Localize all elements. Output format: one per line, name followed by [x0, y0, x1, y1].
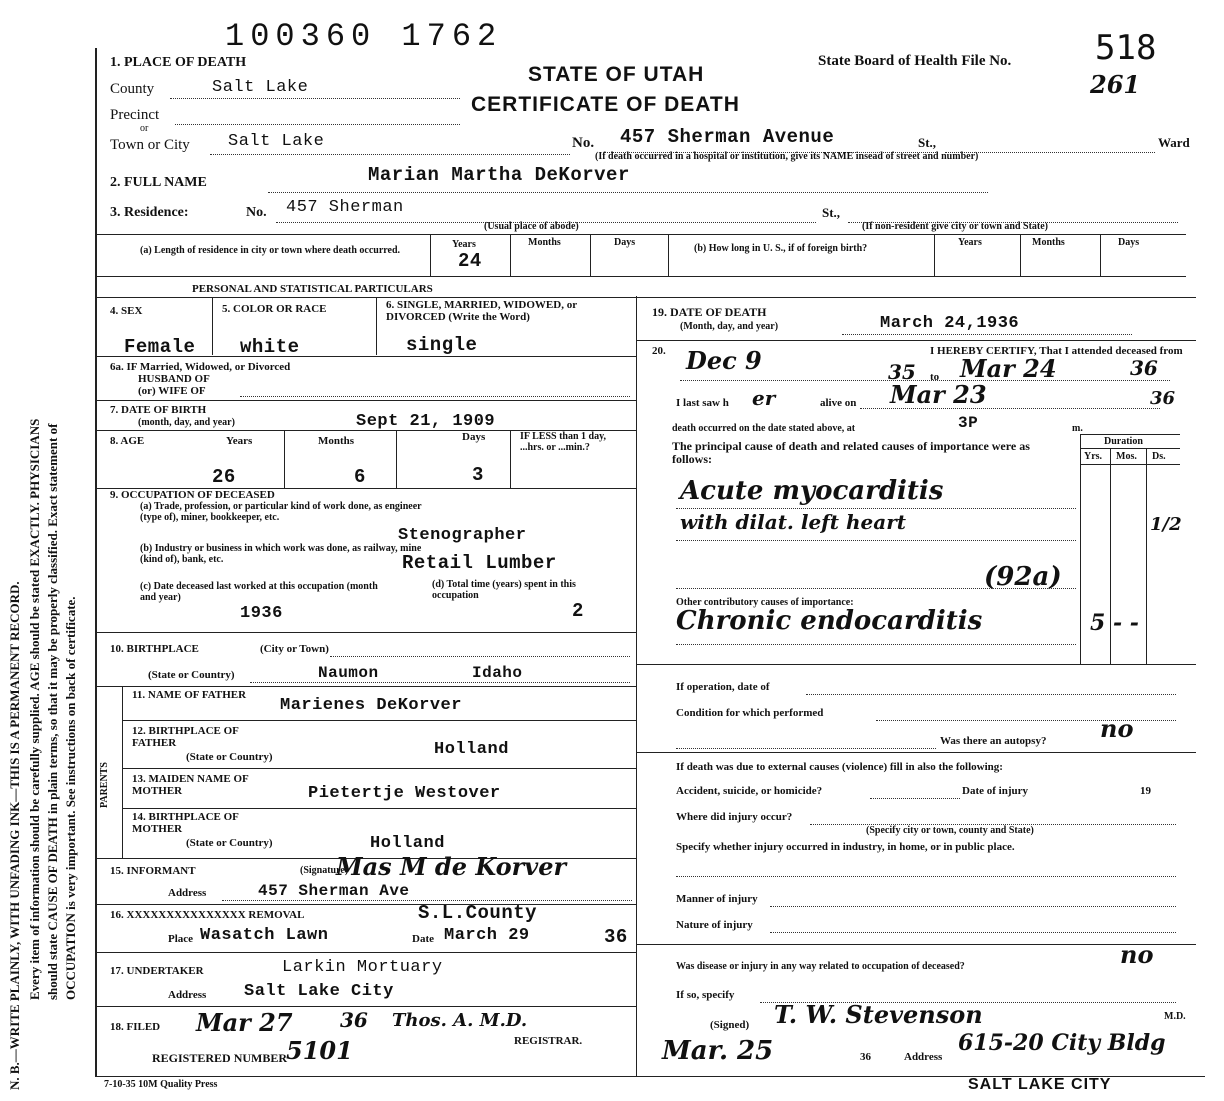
physician-address: 615-20 City Bldg: [958, 1030, 1166, 1056]
residence-label: 3. Residence:: [110, 205, 189, 220]
instruction-line-1: N. B.—WRITE PLAINLY, WITH UNFADING INK—THIS IS A PERMANENT RECORD.: [7, 581, 22, 1090]
age-months: 6: [354, 466, 366, 488]
principal-cause-label: The principal cause of death and related causes of importance were as follows:: [672, 439, 1030, 466]
street-address: 457 Sherman Avenue: [620, 126, 835, 148]
signed-year: 36: [860, 1051, 871, 1063]
last-worked-value: 1936: [240, 604, 283, 623]
duration-label: Duration: [1104, 436, 1143, 447]
burial-value: S.L.County: [418, 902, 538, 924]
condition-label: Condition for which performed: [676, 707, 824, 719]
undertaker-address-label: Address: [168, 989, 207, 1001]
town-value: Salt Lake: [228, 132, 325, 151]
filed-signature: Thos. A. M.D.: [392, 1010, 528, 1031]
occupation-label: 9. OCCUPATION OF DECEASED: [110, 489, 275, 501]
physician-address-label: Address: [904, 1051, 943, 1063]
residence-length-label: (a) Length of residence in city or town where death occurred.: [140, 245, 401, 256]
age-days: 3: [472, 464, 484, 486]
injury-date-label: Date of injury: [962, 785, 1028, 797]
signed-date: Mar. 25: [662, 1036, 774, 1066]
father-birthplace: Holland: [434, 740, 509, 759]
signature-label: (Signature): [300, 865, 349, 876]
precinct-label: Precinct: [110, 107, 160, 123]
industry-question: Specify whether injury occurred in industry, in home, or in public place.: [676, 841, 1015, 853]
mother-birthplace: Holland: [370, 834, 445, 853]
alive-year: 36: [1150, 388, 1176, 409]
injury-where-label: Where did injury occur?: [676, 811, 793, 823]
marital-value: single: [406, 334, 478, 356]
sex-label: 4. SEX: [110, 305, 143, 317]
attended-to-label: to: [930, 371, 940, 383]
injury-year-prefix: 19: [1140, 785, 1151, 797]
mother-label: 13. MAIDEN NAME OF MOTHER: [132, 773, 249, 797]
cause-line-2: with dilat. left heart: [680, 510, 906, 534]
city-stamp: SALT LAKE CITY: [968, 1076, 1112, 1093]
burial-date: March 29: [444, 926, 530, 945]
months-header: Months: [528, 237, 561, 248]
mother-birthplace-label: 14. BIRTHPLACE OF MOTHER: [132, 811, 239, 835]
less-than-day-label: IF LESS than 1 day, ...hrs. or ...min.?: [520, 431, 607, 453]
us-days-header: Days: [1118, 237, 1140, 248]
board-file-number: 518: [1095, 28, 1157, 68]
father-birthplace-label: 12. BIRTHPLACE OF FATHER: [132, 725, 239, 749]
spouse-label-a: 6a. IF Married, Widowed, or Divorced: [110, 361, 291, 373]
registered-number-label: REGISTERED NUMBER: [152, 1051, 288, 1065]
filed-year: 36: [340, 1008, 368, 1032]
print-info: 7-10-35 10M Quality Press: [104, 1079, 218, 1090]
county-label: County: [110, 81, 155, 97]
industry-value: Retail Lumber: [402, 552, 557, 574]
street-st-label: St.,: [918, 135, 937, 150]
undertaker-label: 17. UNDERTAKER: [110, 965, 204, 977]
filed-label: 18. FILED: [110, 1021, 161, 1033]
occupation-a-label: (a) Trade, profession, or particular kind of work done, as engineer (type of), miner, bookkeeper, etc.: [140, 501, 422, 523]
date-of-death-label: 19. DATE OF DEATH: [652, 305, 767, 319]
full-name-label: 2. FULL NAME: [110, 175, 207, 190]
contributory-duration: 5 - -: [1090, 610, 1139, 636]
occupation-value: Stenographer: [398, 526, 527, 545]
form-title-state: STATE OF UTAH: [528, 63, 705, 86]
birthplace-state: Idaho: [472, 664, 523, 682]
town-label: Town or City: [110, 137, 190, 153]
nonresident-note: (If non-resident give city or town and State): [862, 221, 1049, 232]
filed-date: Mar 27: [196, 1008, 293, 1037]
instruction-line-4: OCCUPATION is very important. See instructions on back of certificate.: [63, 596, 78, 1000]
instruction-line-3: should state CAUSE OF DEATH in plain terms, so that it may be properly classified. Exact statement of: [45, 423, 60, 1000]
hospital-note: (If death occurred in a hospital or institution, give its NAME insead of street and number): [595, 151, 979, 162]
parents-label: PARENTS: [99, 762, 110, 808]
full-name-value: Marian Martha DeKorver: [368, 164, 630, 186]
if-so-label: If so, specify: [676, 989, 735, 1001]
marital-label: 6. SINGLE, MARRIED, WIDOWED, or DIVORCED (Write the Word): [386, 299, 577, 323]
operation-label: If operation, date of: [676, 681, 770, 693]
undertaker-value: Larkin Mortuary: [282, 958, 443, 977]
cause-line-1: Acute myocarditis: [680, 476, 944, 506]
death-occurred-label: death occurred on the date stated above, at: [672, 423, 856, 434]
dob-value: Sept 21, 1909: [356, 412, 496, 431]
specify-note: (Specify city or town, county and State): [866, 825, 1034, 836]
total-time-value: 2: [572, 600, 584, 622]
certify-text: I HEREBY CERTIFY, That I attended deceased from: [930, 345, 1183, 357]
duration-yrs: Yrs.: [1084, 451, 1103, 462]
spouse-label-b: HUSBAND OF: [138, 373, 210, 385]
contributory-cause: Chronic endocarditis: [676, 606, 983, 636]
burial-place: Wasatch Lawn: [200, 926, 329, 945]
burial-place-label: Place: [168, 933, 194, 945]
informant-address: 457 Sherman Ave: [258, 882, 410, 900]
cause-duration: 1/2: [1150, 514, 1182, 535]
nature-label: Nature of injury: [676, 919, 753, 931]
accident-label: Accident, suicide, or homicide?: [676, 785, 823, 797]
county-value: Salt Lake: [212, 78, 309, 97]
informant-address-label: Address: [168, 887, 207, 899]
birthplace-city: Naumon: [318, 664, 379, 682]
date-of-death: March 24,1936: [880, 314, 1020, 333]
father-label: 11. NAME OF FATHER: [132, 689, 247, 701]
autopsy-value: no: [1100, 714, 1134, 743]
us-months-header: Months: [1032, 237, 1065, 248]
manner-label: Manner of injury: [676, 893, 758, 905]
mother-value: Pietertje Westover: [308, 784, 501, 803]
informant-label: 15. INFORMANT: [110, 865, 196, 877]
attended-to-year: 36: [1130, 356, 1158, 380]
contributory-label: Other contributory causes of importance:: [676, 597, 854, 608]
duration-ds: Ds.: [1152, 451, 1166, 462]
md-label: M.D.: [1164, 1011, 1186, 1022]
personal-particulars-header: PERSONAL AND STATISTICAL PARTICULARS: [192, 283, 433, 295]
age-months-label: Months: [318, 435, 355, 447]
m-label: m.: [1072, 423, 1083, 434]
attended-to: Mar 24: [960, 354, 1057, 383]
residence-no-label: No.: [246, 205, 267, 220]
dob-sub: (month, day, and year): [138, 417, 235, 428]
alive-on: Mar 23: [890, 380, 987, 409]
color-label: 5. COLOR OR RACE: [222, 303, 327, 315]
alive-on-label: alive on: [820, 397, 857, 409]
undertaker-address: Salt Lake City: [244, 982, 394, 1001]
state-or-country-label: (State or Country): [148, 669, 235, 681]
birthplace-label: 10. BIRTHPLACE: [110, 643, 199, 655]
certify-number: 20.: [652, 345, 666, 357]
date-of-death-sub: (Month, day, and year): [680, 321, 779, 332]
age-days-label: Days: [462, 431, 486, 443]
registered-number: 5101: [286, 1036, 353, 1065]
days-header: Days: [614, 237, 636, 248]
street-no-label: No.: [572, 135, 595, 151]
color-value: white: [240, 336, 300, 358]
duration-mos: Mos.: [1116, 451, 1137, 462]
mother-bp-sub: (State or Country): [186, 837, 273, 849]
us-years-header: Years: [958, 237, 982, 248]
attended-from: Dec 9: [686, 346, 762, 375]
or-label: or: [140, 123, 149, 134]
place-of-death-heading: 1. PLACE OF DEATH: [110, 55, 247, 70]
informant-signature: Mas M de Korver: [336, 852, 567, 881]
registrar-label: REGISTRAR.: [514, 1035, 583, 1047]
occupation-d-label: (d) Total time (years) spent in this occupation: [432, 579, 576, 601]
spouse-label-c: (or) WIFE OF: [138, 385, 206, 397]
father-value: Marienes DeKorver: [280, 696, 462, 715]
burial-date-label: Date: [412, 933, 434, 945]
residence-years: 24: [458, 250, 482, 272]
board-file-label: State Board of Health File No.: [818, 53, 1012, 69]
dob-label: 7. DATE OF BIRTH: [110, 404, 207, 416]
attended-from-year: 35: [888, 360, 916, 384]
file-number: 261: [1090, 70, 1141, 99]
burial-label: 16. XXXXXXXXXXXXXXX REMOVAL: [110, 909, 305, 921]
abode-note: (Usual place of abode): [484, 221, 579, 232]
age-years-label: Years: [226, 435, 253, 447]
us-length-label: (b) How long in U. S., if of foreign birth?: [694, 243, 868, 254]
burial-year: 36: [604, 926, 628, 948]
autopsy-label: Was there an autopsy?: [940, 735, 1047, 747]
occupation-c-label: (c) Date deceased last worked at this occupation (month and year): [140, 581, 378, 603]
instruction-line-2: Every item of information should be carefully supplied. AGE should be stated EXACTLY. PHYSICIANS: [27, 418, 42, 1000]
occ-related-value: no: [1120, 940, 1154, 969]
cause-code: (92a): [984, 562, 1062, 592]
certificate-number: 100360 1762: [225, 18, 503, 55]
city-or-town-label: (City or Town): [260, 643, 329, 655]
sex-value: Female: [124, 336, 196, 358]
age-label: 8. AGE: [110, 435, 145, 447]
physician-signature: T. W. Stevenson: [774, 1000, 983, 1029]
last-saw-label: I last saw h: [676, 397, 729, 409]
father-bp-sub: (State or Country): [186, 751, 273, 763]
residence-value: 457 Sherman: [286, 198, 404, 217]
death-time: 3P: [958, 414, 979, 432]
age-years: 26: [212, 466, 236, 488]
external-cause-label: If death was due to external causes (violence) fill in also the following:: [676, 761, 1003, 773]
occ-related-label: Was disease or injury in any way related to occupation of deceased?: [676, 961, 965, 972]
occupation-b-label: (b) Industry or business in which work was done, as railway, mine (kind of), bank, etc.: [140, 543, 422, 565]
ward-label: Ward: [1158, 135, 1190, 150]
form-title-certificate: CERTIFICATE OF DEATH: [471, 93, 740, 116]
residence-st-label: St.,: [822, 205, 841, 220]
last-saw-her: er: [752, 386, 776, 410]
years-header: Years: [452, 239, 476, 250]
signed-label: (Signed): [710, 1019, 750, 1031]
